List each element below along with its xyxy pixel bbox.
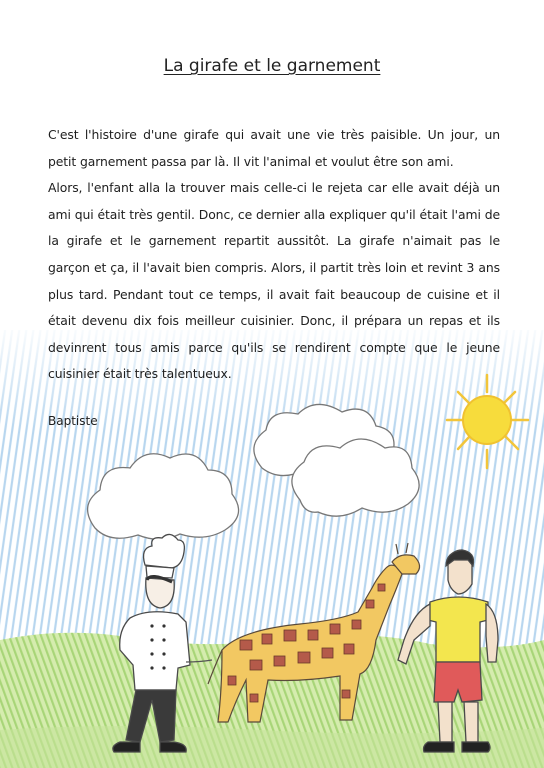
author-signature: Baptiste — [48, 414, 98, 428]
story-paragraph: C'est l'histoire d'une girafe qui avait une vie très paisible. Un jour, un petit garnement passa par là. Il vit l'animal et voulut être son ami. — [48, 127, 500, 169]
story-title: La girafe et le garnement — [163, 56, 381, 76]
story-text — [48, 122, 500, 388]
story-paragraph: Alors, l'enfant alla la trouver mais celle-ci le rejeta car elle avait déjà un ami qui était très gentil. Donc, ce dernier alla expliquer qu'il était l'ami de la girafe et le garnement repartit aussitôt. La girafe n'aimait pas le garçon et ça, il l'avait bien compris. Alors, il partit très loin et revint 3 ans plus tard. Pendant tout ce temps, il avait fait beaucoup de cuisine et il était devenu dix fois meilleur cuisinier. Donc, il prépara un repas et ils devinrent tous amis parce qu'ils se rendirent compte que le jeune cuisinier était très talentueux. — [48, 180, 500, 382]
